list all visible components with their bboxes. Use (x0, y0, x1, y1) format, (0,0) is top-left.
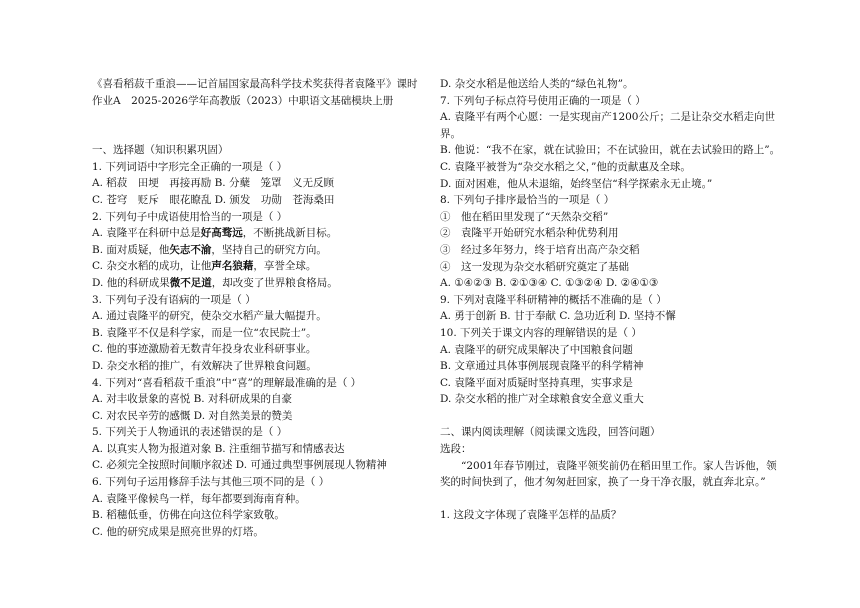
question-10-option-c: C. 袁隆平面对质疑时坚持真理，实事求是 (440, 376, 633, 389)
question-3-option-b: B. 袁隆平不仅是科学家，而是一位“农民院士”。 (92, 326, 317, 339)
question-1-stem: 1. 下列词语中字形完全正确的一项是（ ） (92, 160, 288, 173)
question-3-option-a: A. 通过袁隆平的研究，使杂交水稻产量大幅提升。 (92, 310, 327, 323)
question-3-option-d: D. 杂交水稻的推广，有效解决了世界粮食问题。 (92, 359, 317, 372)
highlighted-idiom: 好高骛远 (200, 227, 243, 240)
document-title-line-1: 《喜看稻菽千重浪——记首届国家最高科学技术奖获得者袁隆平》课时 (92, 78, 418, 90)
question-7-option-a: A. 袁隆平有两个心愿：一是实现亩产1200公斤；二是让杂交水稻走向世界。 (440, 111, 775, 140)
question-6-option-a: A. 袁隆平像候鸟一样，每年都要到海南育种。 (92, 492, 306, 505)
question-2-option-c (92, 258, 430, 275)
highlighted-idiom: 声名狼藉 (211, 260, 254, 273)
question-8-options: A. ①④②③ B. ②①③④ C. ①③②④ D. ②④①③ (440, 277, 659, 290)
section-heading-reading: 二、课内阅读理解（阅读课文选段，回答问题） (440, 426, 661, 439)
question-8-sentence-3: ③ 经过多年努力，终于培育出高产杂交稻 (440, 243, 640, 256)
highlighted-idiom: 矢志不渝 (169, 243, 212, 256)
question-6-option-d: D. 杂交水稻是他送给人类的“绿色礼物”。 (440, 78, 634, 90)
option-text: ，坚持自己的研究方向。 (211, 243, 327, 256)
question-10-stem: 10. 下列关于课文内容的理解错误的是（ ） (440, 326, 642, 339)
question-3-option-c: C. 他的事迹激励着无数青年投身农业科研事业。 (92, 343, 317, 356)
section-heading-choice: 一、选择题（知识积累巩固） (92, 144, 229, 157)
left-column (92, 76, 430, 540)
question-6-option-c: C. 他的研究成果是照亮世界的灯塔。 (92, 525, 264, 538)
question-9-stem: 9. 下列对袁隆平科研精神的概括不准确的是（ ） (440, 293, 667, 306)
option-text: ，却改变了世界粮食格局。 (211, 276, 338, 289)
option-text: B. 面对质疑，他 (92, 243, 170, 256)
document-title-line-2: 作业A 2025-2026学年高教版（2023）中职语文基础模块上册 (92, 94, 394, 107)
right-column (440, 76, 780, 524)
question-9-options: A. 勇于创新 B. 甘于奉献 C. 急功近利 D. 坚持不懈 (440, 310, 676, 323)
question-7-stem: 7. 下列句子标点符号使用正确的一项是（ ） (440, 94, 646, 107)
question-4-options-cd: C. 对农民辛劳的感慨 D. 对自然美景的赞美 (92, 409, 293, 422)
question-7-option-d: D. 面对困难，他从未退缩，始终坚信“科学探索永无止境。” (440, 177, 713, 190)
option-text: ，享誉全球。 (253, 260, 317, 273)
option-text: ，不断挑战新目标。 (242, 227, 338, 240)
question-7-option-c: C. 袁隆平被誉为“杂交水稻之父，”他的贡献惠及全球。 (440, 160, 691, 173)
question-8-sentence-1: ① 他在稻田里发现了“天然杂交稻” (440, 210, 609, 223)
question-8-sentence-2: ② 袁隆平开始研究水稻杂种优势利用 (440, 227, 619, 240)
question-10-option-b: B. 文章通过具体事例展现袁隆平的科学精神 (440, 360, 644, 373)
question-4-options-ab: A. 对丰收景象的喜悦 B. 对科研成果的自豪 (92, 393, 292, 406)
question-1-options-cd: C. 苍穹 贬斥 眼花瞭乱 D. 颁发 功勋 苍海桑田 (92, 193, 335, 206)
option-text: C. 杂交水稻的成功，让他 (92, 260, 212, 273)
question-6-option-b: B. 稻穗低垂，仿佛在向这位科学家致敬。 (92, 509, 285, 522)
question-10-option-a: A. 袁隆平的研究成果解决了中国粮食问题 (440, 343, 633, 356)
option-text: A. 袁隆平在科研中总是 (92, 227, 201, 240)
question-2-option-d (92, 275, 430, 292)
question-3-stem: 3. 下列句子没有语病的一项是（ ） (92, 293, 256, 306)
question-5-stem: 5. 下列关于人物通讯的表述错误的是（ ） (92, 426, 288, 439)
question-5-options-ab: A. 以真实人物为报道对象 B. 注重细节描写和情感表达 (92, 442, 345, 455)
question-1-options-ab: A. 稻菽 田埂 再接再励 B. 分蘖 笼罩 义无反顾 (92, 177, 334, 190)
question-7-option-b: B. 他说：“我不在家，就在试验田；不在试验田，就在去试验田的路上”。 (440, 144, 781, 157)
question-5-options-cd: C. 必须完全按照时间顺序叙述 D. 可通过典型事例展现人物精神 (92, 459, 387, 472)
question-4-stem: 4. 下列对“喜看稻菽千重浪”中“喜”的理解最准确的是（ ） (92, 376, 362, 389)
option-text: D. 他的科研成果 (92, 276, 170, 289)
reading-question-1: 1. 这段文字体现了袁隆平怎样的品质？ (440, 509, 622, 522)
question-2-stem: 2. 下列句子中成语使用恰当的一项是（ ） (92, 210, 288, 223)
question-8-stem: 8. 下列句子排序最恰当的一项是（ ） (440, 194, 615, 207)
highlighted-idiom: 微不足道 (169, 276, 212, 289)
question-2-option-a (92, 225, 430, 242)
question-2-option-b (92, 242, 430, 259)
question-8-sentence-4: ④ 这一发现为杂交水稻研究奠定了基础 (440, 260, 629, 273)
reading-passage: “2001年春节刚过，袁隆平领奖前仍在稻田里工作。家人告诉他，领奖的时间快到了，他才匆匆赶回家，换了一身干净衣服，就直奔北京。” (440, 459, 777, 489)
question-6-stem: 6. 下列句子运用修辞手法与其他三项不同的是（ ） (92, 476, 330, 489)
passage-label: 选段： (440, 443, 472, 456)
question-10-option-d: D. 杂交水稻的推广对全球粮食安全意义重大 (440, 393, 644, 406)
